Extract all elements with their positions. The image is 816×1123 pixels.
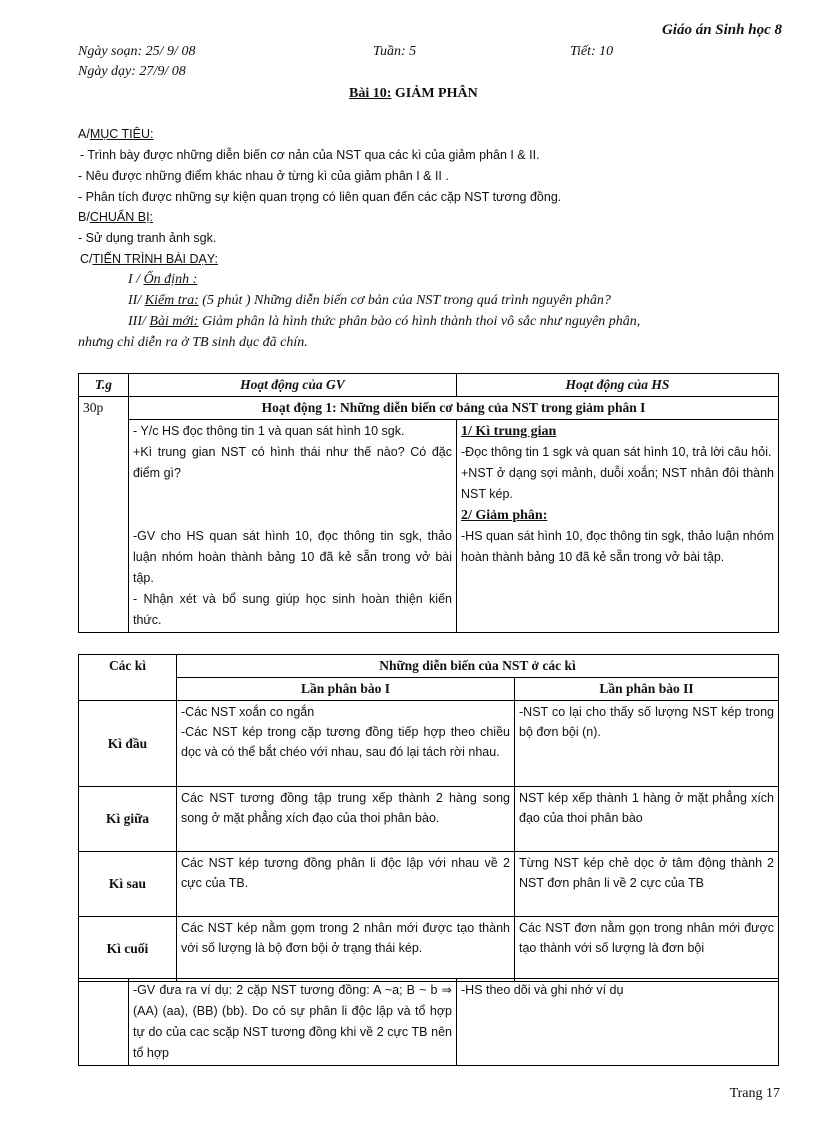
division-1-changes: Các NST kép tương đồng phân li độc lập với nhau về 2 cực của TB. [177,852,515,917]
teacher-activity [129,420,457,633]
header-time: T.g [79,374,129,397]
document-title: Giáo án Sinh học 8 [661,22,782,38]
phase-table [78,654,779,982]
step-1 [128,272,197,288]
section-b-label: B/ [78,210,90,224]
teacher-step-4: - Nhận xét và bổ sung giúp học sinh hoàn thiện kiến thức. [133,592,452,627]
phase-name: Kì đầu [79,701,177,787]
student-step-1: -Đọc thông tin 1 sgk và quan sát hình 10, trả lời câu hỏi. [461,445,772,459]
student-activity [457,420,779,633]
student-step-2: +NST ở dạng sợi mảnh, duỗi xoắn; NST nhân đôi thành NST kép. [461,466,774,501]
step-3 [128,314,640,330]
example-table [78,978,779,1066]
step-1-title: Ổn định : [143,272,198,287]
section-c-title: TIẾN TRÌNH BÀI DẠY: [92,252,218,266]
division-2-header: Lần phân bào II [515,678,779,701]
step-3-title: Bài mới: [149,314,199,329]
teacher-step-2: +Kì trung gian NST có hình thái như thế nào? Có đặc điểm gì? [133,445,452,480]
step-3-continuation: nhưng chỉ diễn ra ở TB sinh dục đã chín. [78,335,308,350]
lesson-number: Bài 10: [349,86,392,101]
section-a-label: A/ [78,127,90,141]
division-1-changes: -Các NST xoắn co ngắn -Các NST kép trong cặp tương đồng tiếp hợp theo chiều dọc và có thể bắt chéo với nhau, sau đó lại tách rời nhau. [177,701,515,787]
week-number: Tuần: 5 [373,44,417,59]
division-2-changes: NST kép xếp thành 1 hàng ở mặt phẳng xích đạo của thoi phân bào [515,787,779,852]
student-step-3: -HS quan sát hình 10, đọc thông tin sgk, thảo luận nhóm hoàn thành bảng 10 đã kẻ sẵn trong vở bài tập. [461,529,774,564]
phase-row [79,852,779,917]
preparation-1: - Sử dụng tranh ảnh sgk. [78,231,217,245]
step-2-title: Kiểm tra: [144,293,199,308]
phase-row [79,917,779,982]
step-2 [128,293,611,309]
lesson-title [349,86,478,102]
phase-column-header: Các kì [79,655,177,701]
example-time [79,979,129,1066]
division-2-changes: Các NST đơn nằm gọn trong nhân mới được tạo thành với số lượng là đơn bội [515,917,779,982]
header-teacher: Hoạt động của GV [129,374,457,397]
teacher-step-3: -GV cho HS quan sát hình 10, đọc thông tin sgk, thảo luận nhóm hoàn thành bảng 10 đã kẻ sẵn trong vở bài tập. [133,529,452,585]
division-2-changes: -NST co lại cho thấy số lượng NST kép trong bộ đơn bội (n). [515,701,779,787]
section-a-heading [78,127,153,141]
changes-group-header: Những diễn biến của NST ở các kì [177,655,779,678]
division-2-changes: Từng NST kép chẻ dọc ở tâm động thành 2 NST đơn phân li về 2 cực của TB [515,852,779,917]
prep-date: Ngày soạn: 25/ 9/ 08 [78,44,196,59]
activity-time: 30p [79,397,129,633]
lesson-name: GIẢM PHÂN [394,86,478,101]
phase-row [79,787,779,852]
student-heading-2: 2/ Giảm phân: [461,508,548,523]
teacher-example: -GV đưa ra ví dụ: 2 cặp NST tương đồng: A ~a; B ~ b ⇒ (AA) (aa), (BB) (bb). Do có sự phân li độc lập và tổ hợp tự do của cac scặp NST tương đồng khi về 2 cực TB nên tổ hợp [129,979,457,1066]
step-2-number: II/ [128,293,142,308]
phase-name: Kì giữa [79,787,177,852]
student-heading-1: 1/ Kì trung gian [461,424,557,439]
section-b-heading [78,210,153,224]
student-example: -HS theo dõi và ghi nhớ ví dụ [457,979,779,1066]
header-student: Hoạt động của HS [457,374,779,397]
section-a-title: MỤC TIÊU: [89,127,154,141]
step-1-number: I / [128,272,141,287]
step-3-number: III/ [128,314,146,329]
page-number: Trang 17 [729,1086,780,1101]
phase-row [79,701,779,787]
division-1-header: Lần phân bào I [177,678,515,701]
phase-name: Kì cuối [79,917,177,982]
period-number: Tiết: 10 [570,44,614,59]
division-1-changes: Các NST kép nằm gọm trong 2 nhân mới được tạo thành với số lượng là bộ đơn bội ở trạng thái kép. [177,917,515,982]
division-1-changes: Các NST tương đồng tập trung xếp thành 2 hàng song song ở mặt phẳng xích đạo của thoi phân bào. [177,787,515,852]
teach-date: Ngày dạy: 27/9/ 08 [78,64,186,79]
phase-name: Kì sau [79,852,177,917]
section-c-heading [80,252,218,266]
step-3-text: Giảm phân là hình thức phân bào có hình thành thoi vô sắc như nguyên phân, [198,314,641,329]
objective-1: - Trình bày được những diễn biến cơ nản của NST qua các kì của giảm phân I & II. [80,148,540,162]
activity-title: Hoạt động 1: Những diễn biến cơ bảng của NST trong giảm phân I [129,397,779,420]
section-c-label: C/ [80,252,93,266]
objective-3: - Phân tích được những sự kiện quan trọng có liên quan đến các cặp NST tương đồng. [78,190,562,204]
activity-table [78,373,779,633]
teacher-step-1: - Y/c HS đọc thông tin 1 và quan sát hình 10 sgk. [133,424,405,438]
objective-2: - Nêu được những điểm khác nhau ở từng kì của giảm phân I & II . [78,169,449,183]
section-b-title: CHUẨN BỊ: [89,210,154,224]
step-2-text: (5 phút ) Những diễn biến cơ bản của NST trong quá trình nguyên phân? [198,293,611,308]
